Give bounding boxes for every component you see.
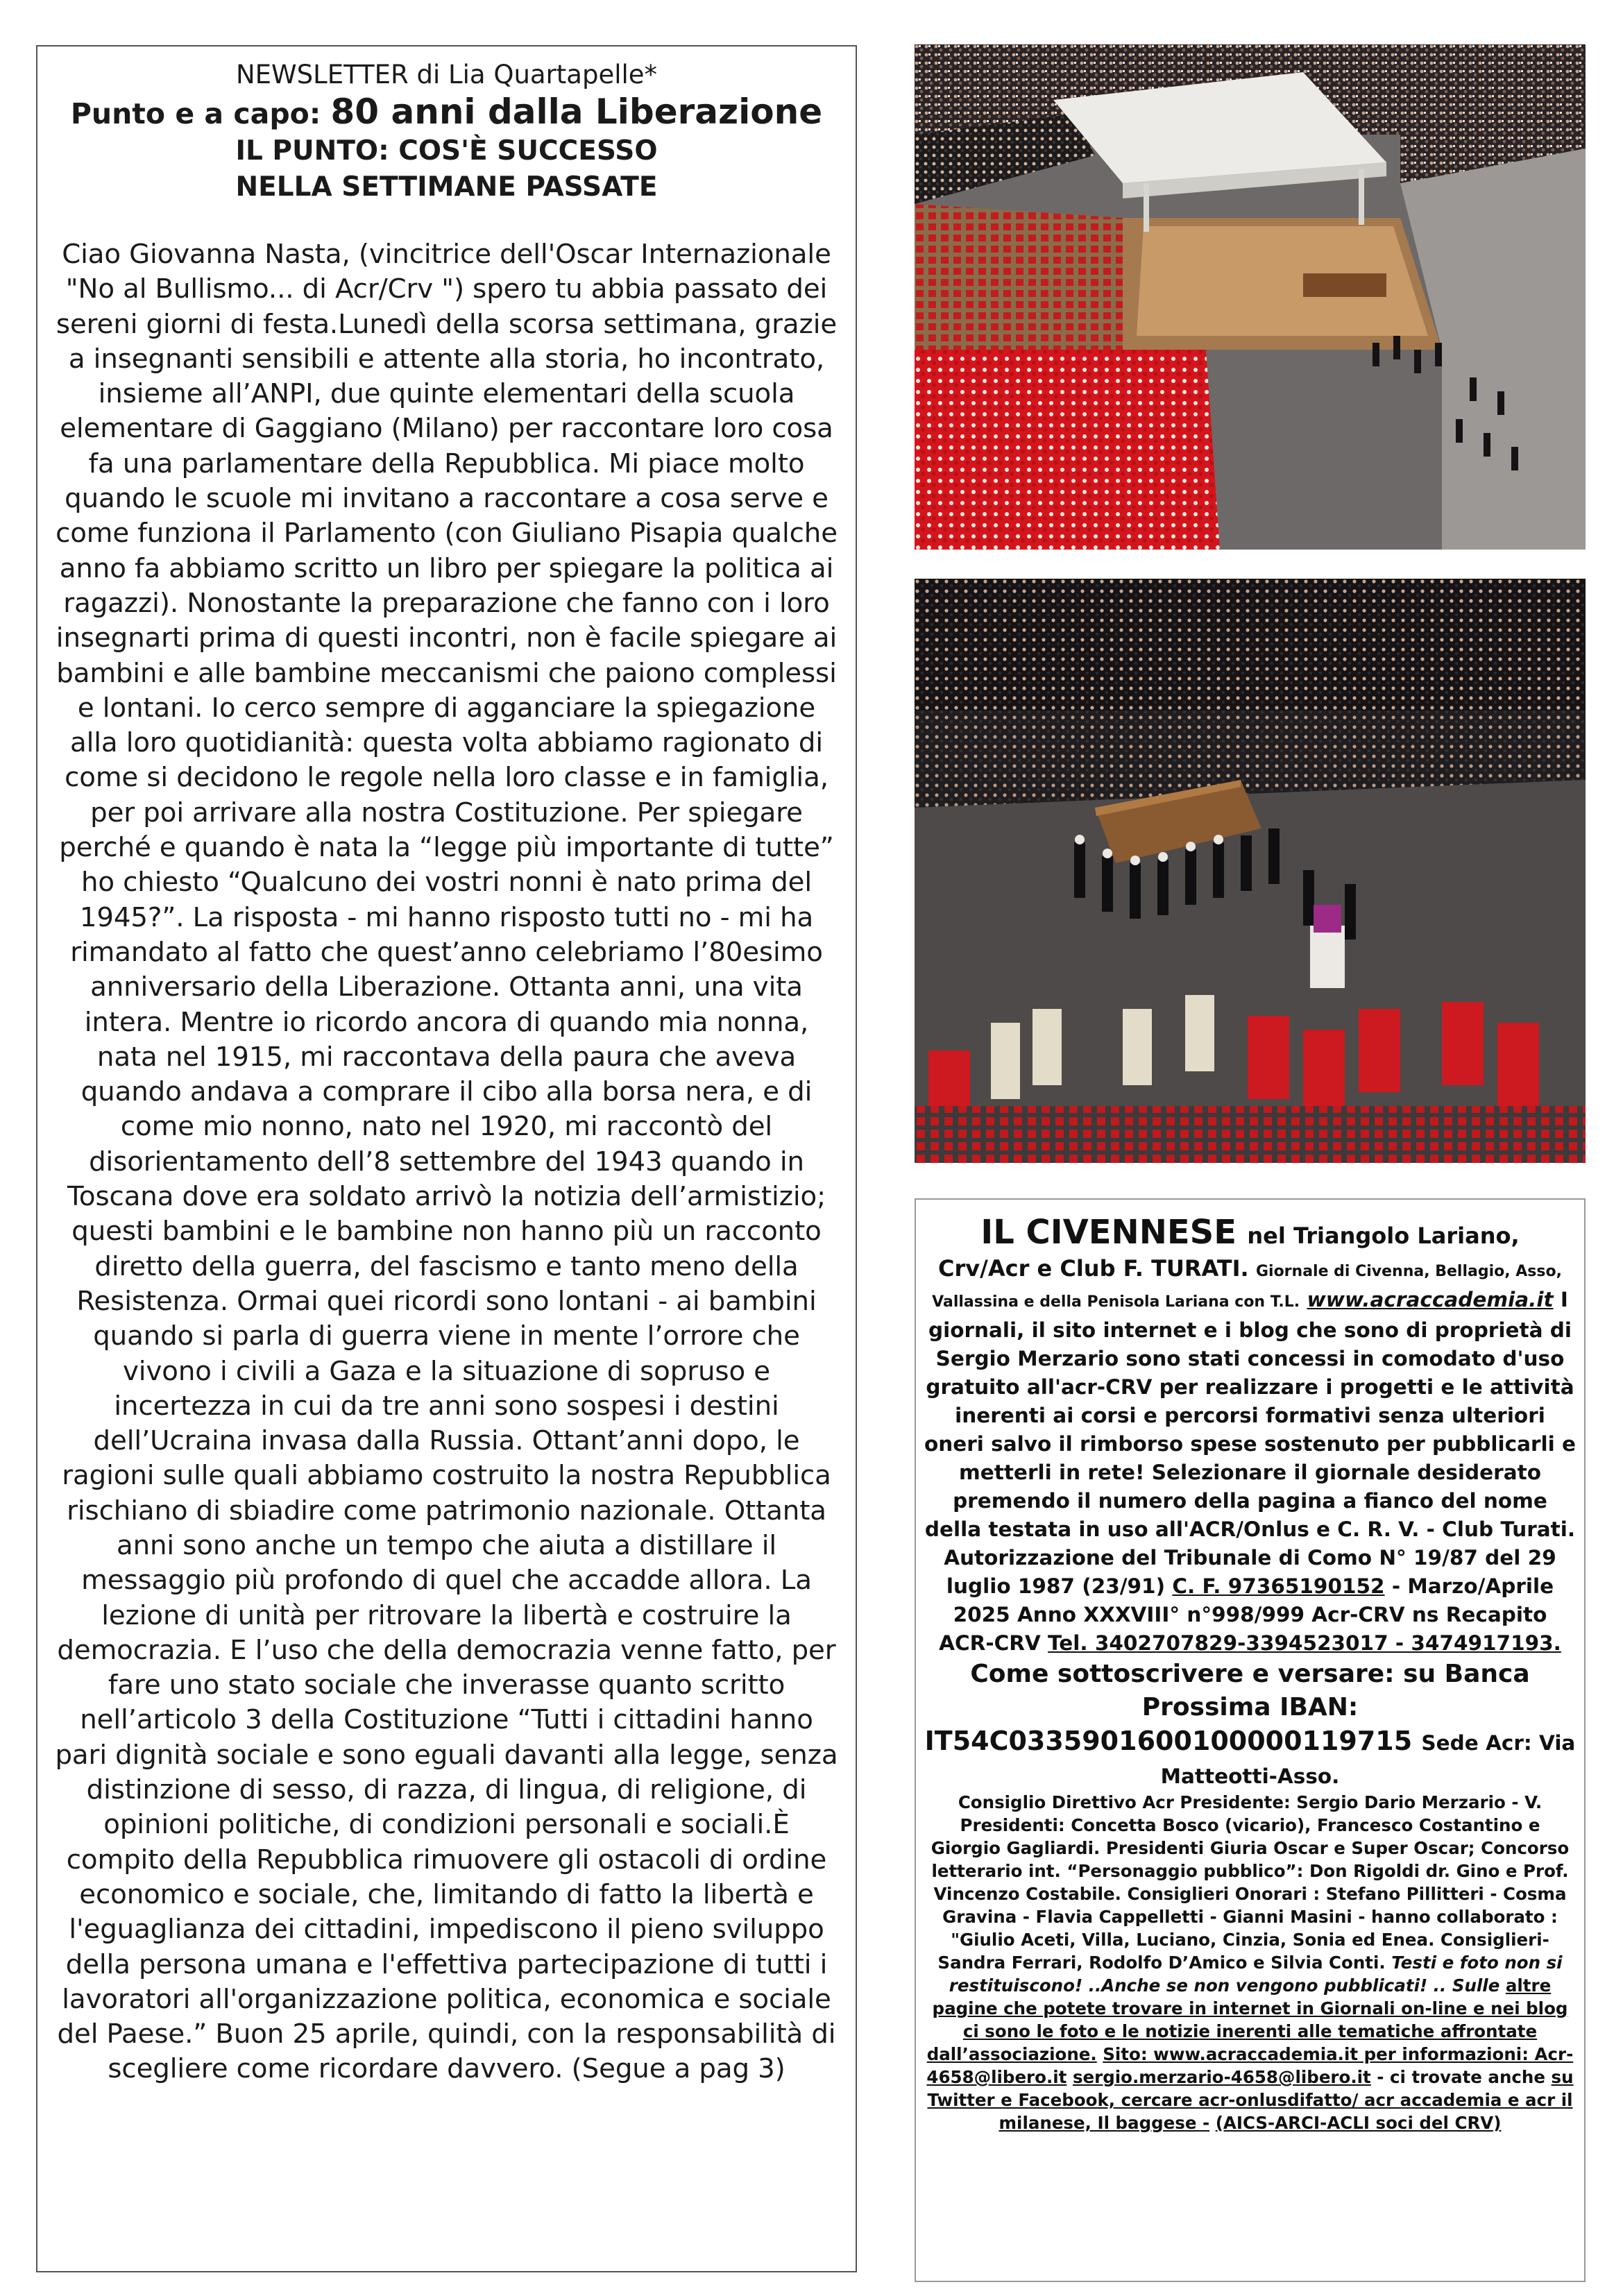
affiliations: (AICS-ARCI-ACLI soci del CRV)	[1215, 2113, 1502, 2133]
newsletter-subtitle-2: NELLA SETTIMANE PASSATE	[235, 171, 658, 203]
title-prefix: Punto e a capo:	[70, 97, 321, 130]
newsletter-title	[53, 92, 840, 133]
social-prefix: - ci trovate anche	[1377, 2067, 1545, 2087]
masthead-title	[923, 1214, 1577, 1255]
photo-coffin-procession	[915, 579, 1586, 1163]
photo-2-illustration	[915, 579, 1586, 1163]
newsletter-body: Ciao Giovanna Nasta, (vincitrice dell'Oscar Internazionale "No al Bullismo... di Acr/Crv ") spero tu abbia passato dei sereni giorni di festa.Lunedì della scorsa settimana, grazie a insegnanti sensibili e attente alla storia, ho incontrato, insieme all’ANPI, due quinte elementari della scuola elementare di Gaggiano (Milano) per raccontare loro cosa fa una parlamentare della Repubblica. Mi piace molto quando le scuole mi invitano a raccontare a cosa serve e come funziona il Parlamento (con Giuliano Pisapia qualche anno fa abbiamo scritto un libro per spiegare la politica ai ragazzi). Nonostante la preparazione che fanno con i loro insegnarti prima di questi incontri, non è facile spiegare ai bambini e alle bambine meccanismi che paiono complessi e lontani. Io cerco sempre di agganciare la spiegazione alla loro quotidianità: questa volta abbiamo ragionato di come si decidono le regole nella loro classe e in famiglia, per poi arrivare alla nostra Costituzione. Per spiegare perché e quando è nata la “legge più importante di tutte” ho chiesto “Qualcuno dei vostri nonni è nato prima del 1945?”. La risposta - mi hanno risposto tutti no - mi ha rimandato al fatto che quest’anno celebriamo l’80esimo anniversario della Liberazione. Ottanta anni, una vita intera. Mentre io ricordo ancora di quando mia nonna, nata nel 1915, mi raccontava della paura che aveva quando andava a comprare il cibo alla borsa nera, e di come mio nonno, nato nel 1920, mi raccontò del disorientamento dell’8 settembre del 1943 quando in Toscana dove era soldato arrivò la notizia dell’armistizio; questi bambini e le bambine non hanno più un racconto diretto della guerra, del fascismo e tanto meno della Resistenza. Ormai quei ricordi sono lontani - ai bambini quando si parla di guerra viene in mente l’orrore che vivono i civili a Gaza e la situazione di sopruso e incertezza in cui da tre anni sono sospesi i destini dell’Ucraina invasa dalla Russia. Ottant’anni dopo, le ragioni sulle quali abbiamo costruito la nostra Repubblica rischiano di sbiadire come patrimonio nazionale. Ottanta anni sono anche un tempo che aiuta a distillare il messaggio più profondo di quel che accadde allora. La lezione di unità per ritrovare la libertà e costruire la democrazia. E l’uso che della democrazia venne fatto, per fare uno stato sociale che inverasse quanto scritto nell’articolo 3 della Costituzione “Tutti i cittadini hanno pari dignità sociale e sono eguali davanti alla legge, senza distinzione di sesso, di razza, di lingua, di religione, di opinioni politiche, di condizioni personali e sociali.È compito della Repubblica rimuovere gli ostacoli di ordine economico e sociale, che, limitando di fatto la libertà e l'eguaglianza dei cittadini, impediscono il pieno sviluppo della persona umana e l'effettiva partecipazione di tutti i lavoratori all'organizzazione politica, economica e sociale del Paese.” Buon 25 aprile, quindi, con la responsabilità di scegliere come ricordare davvero. (Segue a pag 3)	[55, 239, 838, 2085]
iban-line	[923, 1724, 1577, 1791]
masthead-line2: Crv/Acr e Club F. TURATI.	[938, 1255, 1249, 1282]
masthead-tagline: nel Triangolo Lariano,	[1247, 1223, 1520, 1249]
notice-underlined: altre pagine che potete trovare in internet in Giornali on-line e nei blog ci sono le foto e le notizie inerenti alle tematiche affrontate dall’associazione.	[926, 1975, 1568, 2064]
subscribe-text: Come sottoscrivere e versare: su Banca Prossima IBAN:	[970, 1660, 1530, 1721]
email-link[interactable]: sergio.merzario-4658@libero.it	[1072, 2067, 1371, 2087]
masthead-text-1: I giornali, il sito internet e i blog che sono di proprietà di Sergio Merzario sono stati concessi in comodato d'uso gratuito all'acr-CRV per realizzare i progetti e le attività inerenti ai corsi e percorsi formativi senza ulteriori oneri salvo il rimborso spese sostenuto per pubblicarli e metterli in rete! Selezionare il giornale desiderato premendo il numero della pagina a fianco del nome della testata in uso all'ACR/Onlus e C. R. V. - Club Turati. Autorizzazione del Tribunale di Como N° 19/87 del 29 luglio 1987 (23/91)	[924, 1288, 1577, 1598]
title-main: 80 anni dalla Liberazione	[330, 92, 823, 132]
website-link[interactable]: www.acraccademia.it	[1307, 1288, 1554, 1311]
newsletter-subtitle-1: IL PUNTO: COS'È SUCCESSO	[235, 135, 658, 167]
tax-code: C. F. 97365190152	[1172, 1574, 1385, 1598]
photo-1-illustration	[915, 44, 1586, 550]
sede-text: Sede Acr: Via Matteotti-Asso.	[1160, 1731, 1576, 1788]
site-info[interactable]: Sito: www.acraccademia.it per informazioni: Acr-4658@libero.it	[926, 2044, 1574, 2087]
phone-numbers: Tel. 3402707829-3394523017 - 3474917193.	[1048, 1631, 1561, 1655]
masthead-box	[915, 1198, 1586, 2282]
photo-st-peters-square-ceremony	[915, 44, 1586, 550]
masthead-text-2: - Marzo/Aprile 2025 Anno XXXVIII° n°998/999 Acr-CRV ns Recapito ACR-CRV	[939, 1574, 1554, 1655]
newsletter-header: NEWSLETTER di Lia Quartapelle*	[235, 60, 658, 90]
notice-italic: Testi e foto non si restituiscono! ..Anche se non vengono pubblicati! .. Sulle	[949, 1953, 1563, 1996]
masthead-line2-small: Giornale di Civenna, Bellagio, Asso, Vallassina e della Penisola Lariana con T.L.	[932, 1263, 1562, 1311]
masthead-name: IL CIVENNESE	[980, 1213, 1237, 1252]
masthead-body	[923, 1255, 1577, 1724]
newsletter-article	[36, 45, 857, 2272]
board-text: Consiglio Direttivo Acr Presidente: Sergio Dario Merzario - V. Presidenti: Concetta Bosco (vicario), Francesco Costantino e Giorgio Gagliardi. Presidenti Giuria Oscar e Super Oscar; Concorso letterario int. “Personaggio pubblico”: Don Rigoldi dr. Gino e Prof. Vincenzo Costabile. Consiglieri Onorari : Stefano Pillitteri - Cosma Gravina - Flavia Cappelletti - Gianni Masini - hanno collaborato : "Giulio Aceti, Villa, Luciano, Cinzia, Sonia ed Enea. Consiglieri-Sandra Ferrari, Rodolfo D’Amico e Silvia Conti.	[931, 1792, 1570, 1973]
iban-number: IT54C0335901600100000119715	[924, 1726, 1413, 1756]
social-info: su Twitter e Facebook, cercare acr-onlusdifatto/ acr accademia e acr il milanese, Il baggese -	[927, 2067, 1574, 2133]
board-info	[923, 1791, 1577, 2134]
